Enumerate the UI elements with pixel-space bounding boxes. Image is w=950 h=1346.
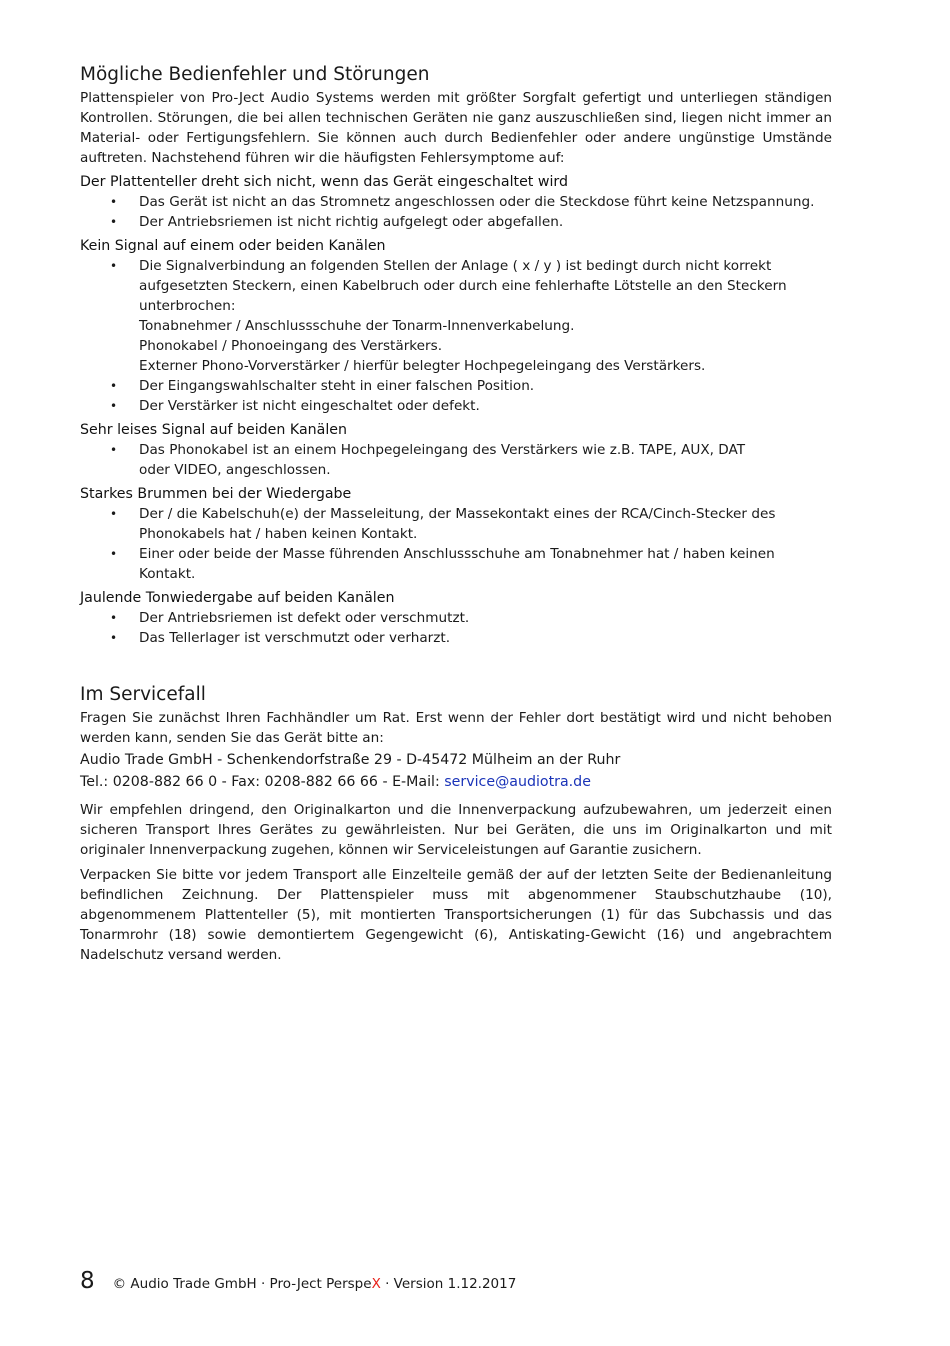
packaging-advice: Wir empfehlen dringend, den Originalkarton und die Innenverpackung aufzubewahren, um jederzeit einen sicheren Transport Ihres Gerätes zu gewährleisten. Nur bei Geräten, die uns im Originalkarton und mit originaler Innenverpackung zugehen, können wir Serviceleistungen auf Garantie zusichern. <box>80 802 832 858</box>
list-item: • Einer oder beide der Masse führenden Anschlussschuhe am Tonabnehmer hat / haben keinen Kontakt. <box>110 546 775 582</box>
list-item: • Der Eingangswahlschalter steht in einer falschen Position. <box>110 378 535 394</box>
symptom-heading-wow: Jaulende Tonwiedergabe auf beiden Kanälen <box>80 590 395 606</box>
list-item: • Der / die Kabelschuh(e) der Masseleitung, der Massekontakt eines der RCA/Cinch-Stecker des Phonokabels hat / haben keinen Kontakt. <box>110 506 776 542</box>
symptom-list-hum <box>80 504 832 584</box>
bullet-icon: • <box>110 611 118 625</box>
list-item: • Das Gerät ist nicht an das Stromnetz angeschlossen oder die Steckdose führt keine Netzspannung. <box>110 194 815 210</box>
list-item: • Die Signalverbindung an folgenden Stellen der Anlage ( x / y ) ist bedingt durch nicht korrekt aufgesetzten Steckern, einen Kabelbruch oder durch eine fehlerhafte Lötstelle an den Steckern unterbrochen: Tonabnehmer / Anschlussschuhe der Tonarm-Innenverkabelung. Phonokabel / Phonoeingang des Verstärkers. Externer Phono-Vorverstärker / hierfür belegter Hochpegeleingang des Verstärkers. <box>80 256 832 376</box>
list-item: • Der Antriebsriemen ist defekt oder verschmutzt. <box>110 610 470 626</box>
symptom-heading-platter: Der Plattenteller dreht sich nicht, wenn das Gerät eingeschaltet wird <box>80 174 569 190</box>
paragraph-gap <box>80 792 832 800</box>
footer-text: © Audio Trade GmbH · Pro-Ject PerspeX · Version 1.12.2017 <box>112 1276 517 1292</box>
service-contact <box>80 772 832 792</box>
list-item: • Das Tellerlager ist verschmutzt oder verharzt. <box>110 630 451 646</box>
brand-x: X <box>371 1276 381 1292</box>
symptom-heading-hum: Starkes Brummen bei der Wiedergabe <box>80 486 352 502</box>
bullet-icon: • <box>110 507 118 521</box>
section-title-service: Im Servicefall <box>80 684 206 705</box>
service-address: Audio Trade GmbH - Schenkendorfstraße 29 - D-45472 Mülheim an der Ruhr <box>80 752 621 768</box>
page-content <box>80 64 832 965</box>
email-link[interactable]: service@audiotra.de <box>444 774 591 790</box>
bullet-icon: • <box>110 547 118 561</box>
troubleshooting-intro: Plattenspieler von Pro-Ject Audio Systems werden mit größter Sorgfalt gefertigt und unterliegen ständigen Kontrollen. Störungen, die bei allen technischen Geräten nie ganz auszuschließen sind, liegen nicht immer an Material- oder Fertigungsfehlern. Sie können auch durch Bedienfehler oder andere ungünstige Umstände auftreten. Nachstehend führen wir die häufigsten Fehlersymptome auf: <box>80 90 832 166</box>
page-footer <box>80 1268 516 1294</box>
symptom-list-quiet-signal <box>80 440 832 480</box>
symptom-list-platter <box>80 192 832 232</box>
list-item: • Der Verstärker ist nicht eingeschaltet oder defekt. <box>110 398 480 414</box>
bullet-icon: • <box>110 259 118 273</box>
symptom-list-no-signal <box>80 256 832 416</box>
symptom-heading-no-signal: Kein Signal auf einem oder beiden Kanälen <box>80 238 386 254</box>
sub-line: oder VIDEO, angeschlossen. <box>139 462 331 478</box>
bullet-icon: • <box>110 195 118 209</box>
symptom-list-wow <box>80 608 832 648</box>
bullet-icon: • <box>110 215 118 229</box>
service-intro: Fragen Sie zunächst Ihren Fachhändler um Rat. Erst wenn der Fehler dort bestätigt wird und nicht behoben werden kann, senden Sie das Gerät bitte an: <box>80 710 832 746</box>
transport-instructions: Verpacken Sie bitte vor jedem Transport alle Einzelteile gemäß der auf der letzten Seite der Bedienanleitung befindlichen Zeichnung. Der Plattenspieler muss mit abgenommener Staubschutzhaube (10), abgenommenem Plattenteller (5), mit montierten Transportsicherungen (1) für das Subchassis und das Tonarmrohr (18) sowie demontiertem Gegengewicht (6), Antiskating-Gewicht (16) und angebrachtem Nadelschutz versand werden. <box>80 867 832 963</box>
sub-line: Phonokabel / Phonoeingang des Verstärkers. <box>139 338 443 354</box>
bullet-icon: • <box>110 443 118 457</box>
list-item: • Der Antriebsriemen ist nicht richtig aufgelegt oder abgefallen. <box>110 214 564 230</box>
sub-line: Tonabnehmer / Anschlussschuhe der Tonarm-Innenverkabelung. <box>139 318 575 334</box>
bullet-icon: • <box>110 399 118 413</box>
section-title-troubleshooting: Mögliche Bedienfehler und Störungen <box>80 64 430 85</box>
list-item: • Das Phonokabel ist an einem Hochpegeleingang des Verstärkers wie z.B. TAPE, AUX, DAT oder VIDEO, angeschlossen. <box>80 440 832 480</box>
page-number: 8 <box>80 1268 95 1294</box>
sub-line: Externer Phono-Vorverstärker / hierfür belegter Hochpegeleingang des Verstärkers. <box>139 358 706 374</box>
symptom-heading-quiet-signal: Sehr leises Signal auf beiden Kanälen <box>80 422 347 438</box>
bullet-icon: • <box>110 379 118 393</box>
bullet-icon: • <box>110 631 118 645</box>
section-spacer <box>80 648 832 684</box>
contact-text: Tel.: 0208-882 66 0 - Fax: 0208-882 66 66 - E-Mail: <box>80 774 445 790</box>
